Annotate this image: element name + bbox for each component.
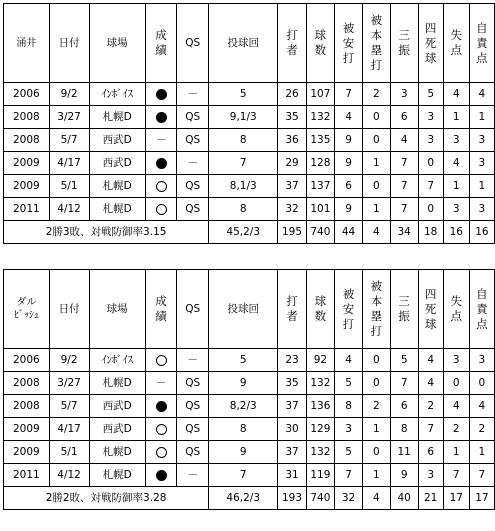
cell-earned-runs: 4 xyxy=(469,83,494,106)
cell-homeruns: 0 xyxy=(362,441,390,464)
pitcher-name xyxy=(4,270,50,349)
cell-result xyxy=(145,83,177,106)
cell-hits: 5 xyxy=(335,372,363,395)
cell-result xyxy=(145,464,177,487)
header-hits-text: 被 安 打 xyxy=(342,286,355,331)
table-row xyxy=(4,106,495,129)
total-hits: 44 xyxy=(335,221,363,244)
cell-hits: 7 xyxy=(335,464,363,487)
header-pitches-text: 球 数 xyxy=(314,28,327,57)
cell-pitches: 107 xyxy=(306,83,334,106)
cell-result xyxy=(145,175,177,198)
win-filled-circle-icon xyxy=(156,158,167,169)
cell-pitches: 119 xyxy=(306,464,334,487)
header-result xyxy=(145,4,177,83)
cell-earned-runs: 3 xyxy=(469,129,494,152)
cell-pitches: 137 xyxy=(306,175,334,198)
cell-walks: 7 xyxy=(418,175,443,198)
header-strikeouts xyxy=(390,270,418,349)
cell-strikeouts: 9 xyxy=(390,464,418,487)
pitcher-name-line: 涌井 xyxy=(16,37,37,49)
cell-result xyxy=(145,106,177,129)
cell-walks: 3 xyxy=(418,129,443,152)
cell-year: 2006 xyxy=(4,349,50,372)
cell-hits: 5 xyxy=(335,441,363,464)
cell-year: 2009 xyxy=(4,175,50,198)
table-row xyxy=(4,395,495,418)
total-innings: 46,2/3 xyxy=(209,487,278,510)
header-qs: QS xyxy=(177,4,209,83)
cell-year: 2009 xyxy=(4,152,50,175)
cell-homeruns: 0 xyxy=(362,349,390,372)
cell-year: 2011 xyxy=(4,198,50,221)
cell-hits: 9 xyxy=(335,129,363,152)
total-summary-label: 2勝2敗、対戦防御率3.28 xyxy=(4,487,209,510)
cell-runs: 4 xyxy=(443,395,469,418)
cell-result xyxy=(145,372,177,395)
cell-runs: 7 xyxy=(443,464,469,487)
cell-homeruns: 1 xyxy=(362,464,390,487)
cell-homeruns: 0 xyxy=(362,106,390,129)
cell-pitches: 136 xyxy=(306,395,334,418)
header-date: 日付 xyxy=(49,270,89,349)
cell-homeruns: 0 xyxy=(362,372,390,395)
cell-earned-runs: 0 xyxy=(469,372,494,395)
header-homeruns-text: 被 本 塁 打 xyxy=(370,279,383,338)
cell-qs: QS xyxy=(177,418,209,441)
total-earned-runs: 17 xyxy=(469,487,494,510)
cell-earned-runs: 7 xyxy=(469,464,494,487)
header-row xyxy=(4,4,495,83)
cell-qs: － xyxy=(177,349,209,372)
cell-hits: 9 xyxy=(335,152,363,175)
cell-date: 3/27 xyxy=(49,106,89,129)
total-walks: 21 xyxy=(418,487,443,510)
cell-earned-runs: 1 xyxy=(469,441,494,464)
cell-runs: 3 xyxy=(443,198,469,221)
header-earned-runs xyxy=(469,4,494,83)
cell-innings: 5 xyxy=(209,349,278,372)
cell-date: 4/12 xyxy=(49,198,89,221)
cell-date: 9/2 xyxy=(49,83,89,106)
cell-strikeouts: 7 xyxy=(390,372,418,395)
cell-homeruns: 2 xyxy=(362,395,390,418)
cell-innings: 8 xyxy=(209,129,278,152)
header-batters xyxy=(278,270,306,349)
cell-batters: 37 xyxy=(278,395,306,418)
cell-qs: QS xyxy=(177,129,209,152)
cell-qs: － xyxy=(177,464,209,487)
loss-open-circle-icon xyxy=(156,181,167,192)
cell-strikeouts: 4 xyxy=(390,129,418,152)
cell-hits: 3 xyxy=(335,418,363,441)
cell-year: 2006 xyxy=(4,83,50,106)
wakui-stats-table xyxy=(3,3,495,244)
table-row xyxy=(4,175,495,198)
header-pitches-text: 球 数 xyxy=(314,294,327,323)
header-qs: QS xyxy=(177,270,209,349)
total-innings: 45,2/3 xyxy=(209,221,278,244)
cell-walks: 7 xyxy=(418,418,443,441)
cell-date: 3/27 xyxy=(49,372,89,395)
header-innings: 投球回 xyxy=(209,4,278,83)
cell-walks: 5 xyxy=(418,83,443,106)
cell-pitches: 129 xyxy=(306,418,334,441)
table-row xyxy=(4,83,495,106)
header-hits-text: 被 安 打 xyxy=(342,20,355,65)
cell-park: 西武D xyxy=(89,129,145,152)
total-strikeouts: 34 xyxy=(390,221,418,244)
cell-result xyxy=(145,349,177,372)
cell-pitches: 135 xyxy=(306,129,334,152)
cell-hits: 4 xyxy=(335,349,363,372)
cell-homeruns: 1 xyxy=(362,418,390,441)
cell-year: 2008 xyxy=(4,395,50,418)
cell-date: 4/17 xyxy=(49,152,89,175)
cell-result xyxy=(145,152,177,175)
loss-open-circle-icon xyxy=(156,424,167,435)
cell-date: 5/1 xyxy=(49,441,89,464)
cell-year: 2011 xyxy=(4,464,50,487)
cell-park: 札幌D xyxy=(89,175,145,198)
win-filled-circle-icon xyxy=(156,89,167,100)
header-hits xyxy=(335,4,363,83)
cell-date: 4/12 xyxy=(49,464,89,487)
cell-batters: 30 xyxy=(278,418,306,441)
total-walks: 18 xyxy=(418,221,443,244)
table-row xyxy=(4,464,495,487)
total-runs: 17 xyxy=(443,487,469,510)
cell-innings: 7 xyxy=(209,464,278,487)
cell-strikeouts: 5 xyxy=(390,349,418,372)
cell-result xyxy=(145,198,177,221)
total-earned-runs: 16 xyxy=(469,221,494,244)
loss-open-circle-icon xyxy=(156,204,167,215)
darvish-stats-table xyxy=(3,269,495,510)
cell-park: 西武D xyxy=(89,152,145,175)
cell-batters: 35 xyxy=(278,372,306,395)
cell-homeruns: 2 xyxy=(362,83,390,106)
cell-result xyxy=(145,129,177,152)
header-strikeouts-text: 三 振 xyxy=(398,294,410,323)
total-summary-label: 2勝3敗、対戦防御率3.15 xyxy=(4,221,209,244)
win-filled-circle-icon xyxy=(156,470,167,481)
cell-year: 2009 xyxy=(4,418,50,441)
header-homeruns xyxy=(362,270,390,349)
cell-strikeouts: 7 xyxy=(390,198,418,221)
no-decision-dash-icon: － xyxy=(155,377,167,389)
cell-park: ｲﾝﾎﾞｲｽ xyxy=(89,83,145,106)
cell-date: 5/1 xyxy=(49,175,89,198)
total-homeruns: 4 xyxy=(362,487,390,510)
total-batters: 193 xyxy=(278,487,306,510)
cell-innings: 9 xyxy=(209,372,278,395)
header-park: 球場 xyxy=(89,4,145,83)
cell-hits: 8 xyxy=(335,395,363,418)
cell-qs: QS xyxy=(177,106,209,129)
cell-homeruns: 1 xyxy=(362,152,390,175)
header-pitches xyxy=(306,4,334,83)
header-strikeouts-text: 三 振 xyxy=(398,28,410,57)
cell-earned-runs: 2 xyxy=(469,418,494,441)
cell-park: 札幌D xyxy=(89,106,145,129)
cell-innings: 8 xyxy=(209,418,278,441)
table-row xyxy=(4,129,495,152)
cell-runs: 3 xyxy=(443,349,469,372)
cell-hits: 7 xyxy=(335,83,363,106)
header-row xyxy=(4,270,495,349)
header-earned-runs-text: 自 責 点 xyxy=(476,286,488,331)
cell-park: ｲﾝﾎﾞｲｽ xyxy=(89,349,145,372)
cell-runs: 1 xyxy=(443,441,469,464)
header-walks-text: 四 死 球 xyxy=(424,286,437,331)
header-runs-text: 失 点 xyxy=(450,294,462,323)
cell-innings: 9,1/3 xyxy=(209,106,278,129)
cell-innings: 8 xyxy=(209,198,278,221)
cell-qs: － xyxy=(177,152,209,175)
header-result-text: 成 績 xyxy=(155,28,167,57)
cell-strikeouts: 7 xyxy=(390,175,418,198)
header-batters-text: 打 者 xyxy=(286,28,298,57)
cell-hits: 9 xyxy=(335,198,363,221)
cell-runs: 4 xyxy=(443,152,469,175)
cell-year: 2009 xyxy=(4,441,50,464)
cell-batters: 31 xyxy=(278,464,306,487)
header-strikeouts xyxy=(390,4,418,83)
cell-year: 2008 xyxy=(4,129,50,152)
cell-earned-runs: 3 xyxy=(469,198,494,221)
cell-walks: 2 xyxy=(418,395,443,418)
win-filled-circle-icon xyxy=(156,401,167,412)
cell-qs: QS xyxy=(177,441,209,464)
cell-hits: 6 xyxy=(335,175,363,198)
cell-earned-runs: 3 xyxy=(469,349,494,372)
cell-batters: 37 xyxy=(278,175,306,198)
cell-strikeouts: 11 xyxy=(390,441,418,464)
cell-result xyxy=(145,418,177,441)
table-row xyxy=(4,152,495,175)
cell-qs: QS xyxy=(177,198,209,221)
no-decision-dash-icon: － xyxy=(155,134,167,146)
table-row xyxy=(4,198,495,221)
cell-strikeouts: 6 xyxy=(390,395,418,418)
cell-innings: 9 xyxy=(209,441,278,464)
total-row xyxy=(4,221,495,244)
header-walks xyxy=(418,270,443,349)
total-runs: 16 xyxy=(443,221,469,244)
cell-strikeouts: 6 xyxy=(390,106,418,129)
cell-hits: 4 xyxy=(335,106,363,129)
cell-walks: 4 xyxy=(418,349,443,372)
header-runs xyxy=(443,4,469,83)
cell-qs: QS xyxy=(177,395,209,418)
table-row xyxy=(4,441,495,464)
cell-walks: 3 xyxy=(418,464,443,487)
cell-pitches: 101 xyxy=(306,198,334,221)
cell-pitches: 132 xyxy=(306,441,334,464)
total-strikeouts: 40 xyxy=(390,487,418,510)
header-result xyxy=(145,270,177,349)
header-hits xyxy=(335,270,363,349)
cell-date: 9/2 xyxy=(49,349,89,372)
cell-earned-runs: 3 xyxy=(469,152,494,175)
cell-year: 2008 xyxy=(4,106,50,129)
loss-open-circle-icon xyxy=(156,355,167,366)
table-row xyxy=(4,372,495,395)
table-row xyxy=(4,418,495,441)
cell-runs: 4 xyxy=(443,83,469,106)
cell-batters: 35 xyxy=(278,106,306,129)
cell-batters: 23 xyxy=(278,349,306,372)
header-earned-runs xyxy=(469,270,494,349)
cell-strikeouts: 8 xyxy=(390,418,418,441)
cell-park: 札幌D xyxy=(89,372,145,395)
total-batters: 195 xyxy=(278,221,306,244)
win-filled-circle-icon xyxy=(156,112,167,123)
cell-park: 札幌D xyxy=(89,464,145,487)
cell-park: 札幌D xyxy=(89,441,145,464)
cell-walks: 0 xyxy=(418,198,443,221)
cell-date: 5/7 xyxy=(49,129,89,152)
header-batters xyxy=(278,4,306,83)
cell-pitches: 132 xyxy=(306,372,334,395)
pitcher-name-line: ダル xyxy=(16,297,37,308)
total-row xyxy=(4,487,495,510)
cell-innings: 7 xyxy=(209,152,278,175)
total-pitches: 740 xyxy=(306,221,334,244)
total-pitches: 740 xyxy=(306,487,334,510)
total-hits: 32 xyxy=(335,487,363,510)
header-walks xyxy=(418,4,443,83)
cell-runs: 0 xyxy=(443,372,469,395)
cell-innings: 5 xyxy=(209,83,278,106)
cell-walks: 6 xyxy=(418,441,443,464)
pitcher-name xyxy=(4,4,50,83)
table-row xyxy=(4,349,495,372)
cell-batters: 29 xyxy=(278,152,306,175)
header-result-text: 成 績 xyxy=(155,294,167,323)
header-park: 球場 xyxy=(89,270,145,349)
cell-pitches: 132 xyxy=(306,106,334,129)
cell-innings: 8,2/3 xyxy=(209,395,278,418)
cell-year: 2008 xyxy=(4,372,50,395)
cell-result xyxy=(145,395,177,418)
cell-qs: － xyxy=(177,83,209,106)
header-homeruns-text: 被 本 塁 打 xyxy=(370,13,383,72)
cell-runs: 2 xyxy=(443,418,469,441)
cell-batters: 26 xyxy=(278,83,306,106)
header-batters-text: 打 者 xyxy=(286,294,298,323)
total-homeruns: 4 xyxy=(362,221,390,244)
cell-batters: 32 xyxy=(278,198,306,221)
cell-park: 西武D xyxy=(89,418,145,441)
cell-walks: 0 xyxy=(418,152,443,175)
cell-date: 4/17 xyxy=(49,418,89,441)
cell-qs: QS xyxy=(177,175,209,198)
cell-park: 西武D xyxy=(89,395,145,418)
cell-homeruns: 1 xyxy=(362,198,390,221)
cell-qs: QS xyxy=(177,372,209,395)
header-date: 日付 xyxy=(49,4,89,83)
header-runs-text: 失 点 xyxy=(450,28,462,57)
cell-innings: 8,1/3 xyxy=(209,175,278,198)
cell-pitches: 92 xyxy=(306,349,334,372)
cell-homeruns: 0 xyxy=(362,175,390,198)
cell-date: 5/7 xyxy=(49,395,89,418)
cell-earned-runs: 1 xyxy=(469,106,494,129)
cell-strikeouts: 3 xyxy=(390,83,418,106)
header-innings: 投球回 xyxy=(209,270,278,349)
cell-batters: 36 xyxy=(278,129,306,152)
cell-strikeouts: 7 xyxy=(390,152,418,175)
header-walks-text: 四 死 球 xyxy=(424,20,437,65)
header-homeruns xyxy=(362,4,390,83)
cell-runs: 1 xyxy=(443,175,469,198)
header-pitches xyxy=(306,270,334,349)
cell-pitches: 128 xyxy=(306,152,334,175)
cell-park: 札幌D xyxy=(89,198,145,221)
header-runs xyxy=(443,270,469,349)
cell-earned-runs: 1 xyxy=(469,175,494,198)
cell-walks: 4 xyxy=(418,372,443,395)
cell-homeruns: 0 xyxy=(362,129,390,152)
cell-result xyxy=(145,441,177,464)
cell-walks: 3 xyxy=(418,106,443,129)
cell-earned-runs: 4 xyxy=(469,395,494,418)
cell-runs: 3 xyxy=(443,129,469,152)
pitcher-name-line: ﾋﾞｯｼｭ xyxy=(13,310,39,321)
cell-batters: 37 xyxy=(278,441,306,464)
loss-open-circle-icon xyxy=(156,447,167,458)
cell-runs: 1 xyxy=(443,106,469,129)
header-earned-runs-text: 自 責 点 xyxy=(476,20,488,65)
